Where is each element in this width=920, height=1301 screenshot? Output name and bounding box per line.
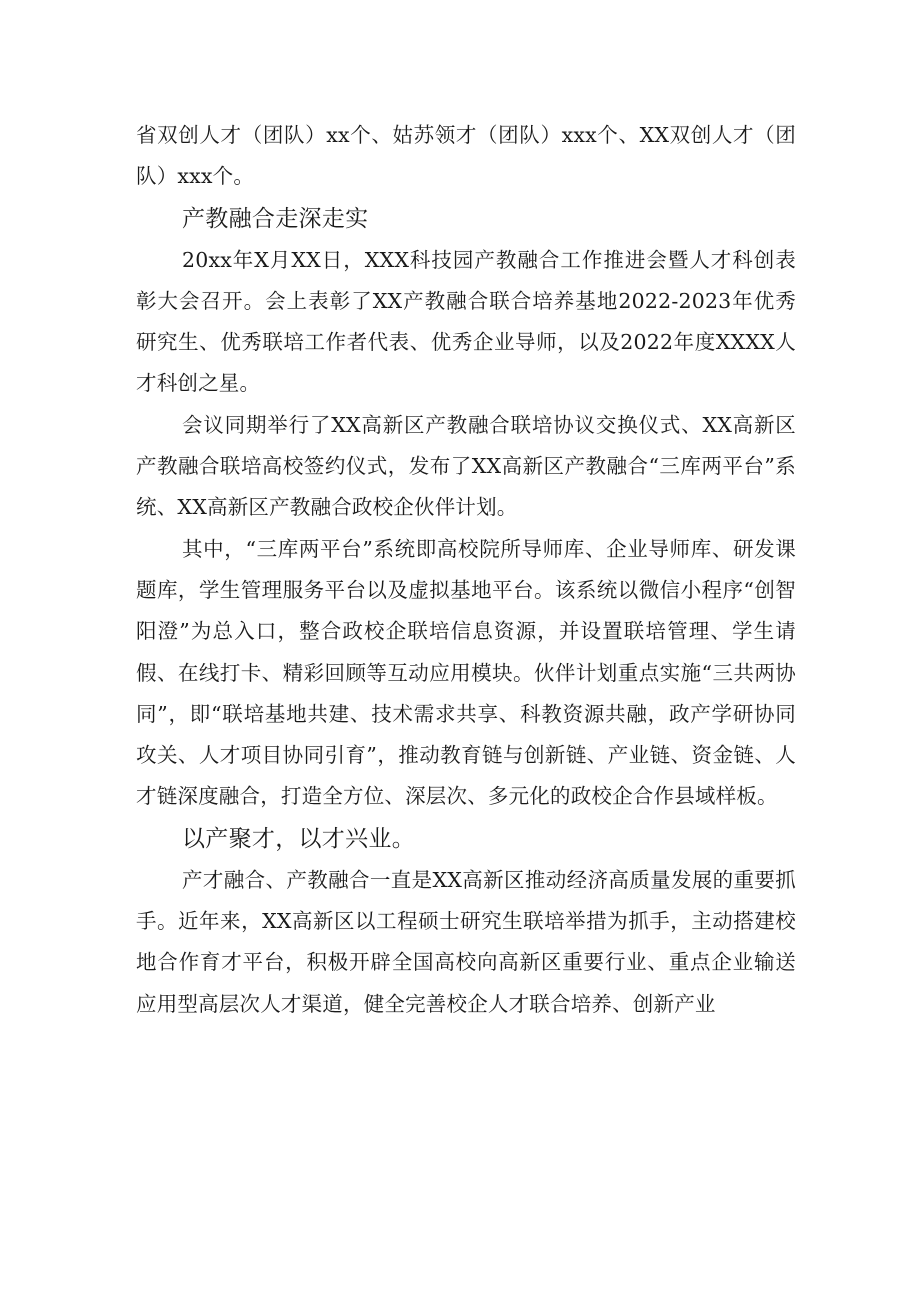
paragraph-integration: 产才融合、产教融合一直是XX高新区推动经济高质量发展的重要抓手。近年来，XX高新区以工程硕士研究生联培举措为抓手，主动搭建校地合作育才平台，积极开辟全国高校向高新区重要行业、重点企业输送应用型高层次人才渠道，健全完善校企人才联合培养、创新产业 [136, 867, 796, 1016]
paragraph-signing-ceremony: 会议同期举行了XX高新区产教融合联培协议交换仪式、XX高新区产教融合联培高校签约仪式，发布了XX高新区产教融合“三库两平台”系统、XX高新区产教融合政校企伙伴计划。 [136, 412, 796, 520]
paragraph-team-counts: 省双创人才（团队）xx个、姑苏领才（团队）xxx个、XX双创人才（团队）xxx个。 [136, 123, 796, 189]
section-heading-industry-education: 产教融合走深走实 [182, 205, 369, 232]
section-heading-talent-industry: 以产聚才，以才兴业。 [182, 825, 415, 852]
document-body [136, 115, 796, 1025]
paragraph-conference: 20xx年X月XX日，XXX科技园产教融合工作推进会暨人才科创表彰大会召开。会上表彰了XX产教融合联合培养基地2022-2023年优秀研究生、优秀联培工作者代表、优秀企业导师，以及2022年度XXXX人才科创之星。 [136, 247, 796, 396]
paragraph-three-libraries-two-platforms: 其中，“三库两平台”系统即高校院所导师库、企业导师库、研发课题库，学生管理服务平台以及虚拟基地平台。该系统以微信小程序“创智阳澄”为总入口，整合政校企联培信息资源，并设置联培管理、学生请假、在线打卡、精彩回顾等互动应用模块。伙伴计划重点实施“三共两协同”，即“联培基地共建、技术需求共享、科教资源共融，政产学研协同攻关、人才项目协同引育”，推动教育链与创新链、产业链、资金链、人才链深度融合，打造全方位、深层次、多元化的政校企合作县域样板。 [136, 536, 796, 809]
